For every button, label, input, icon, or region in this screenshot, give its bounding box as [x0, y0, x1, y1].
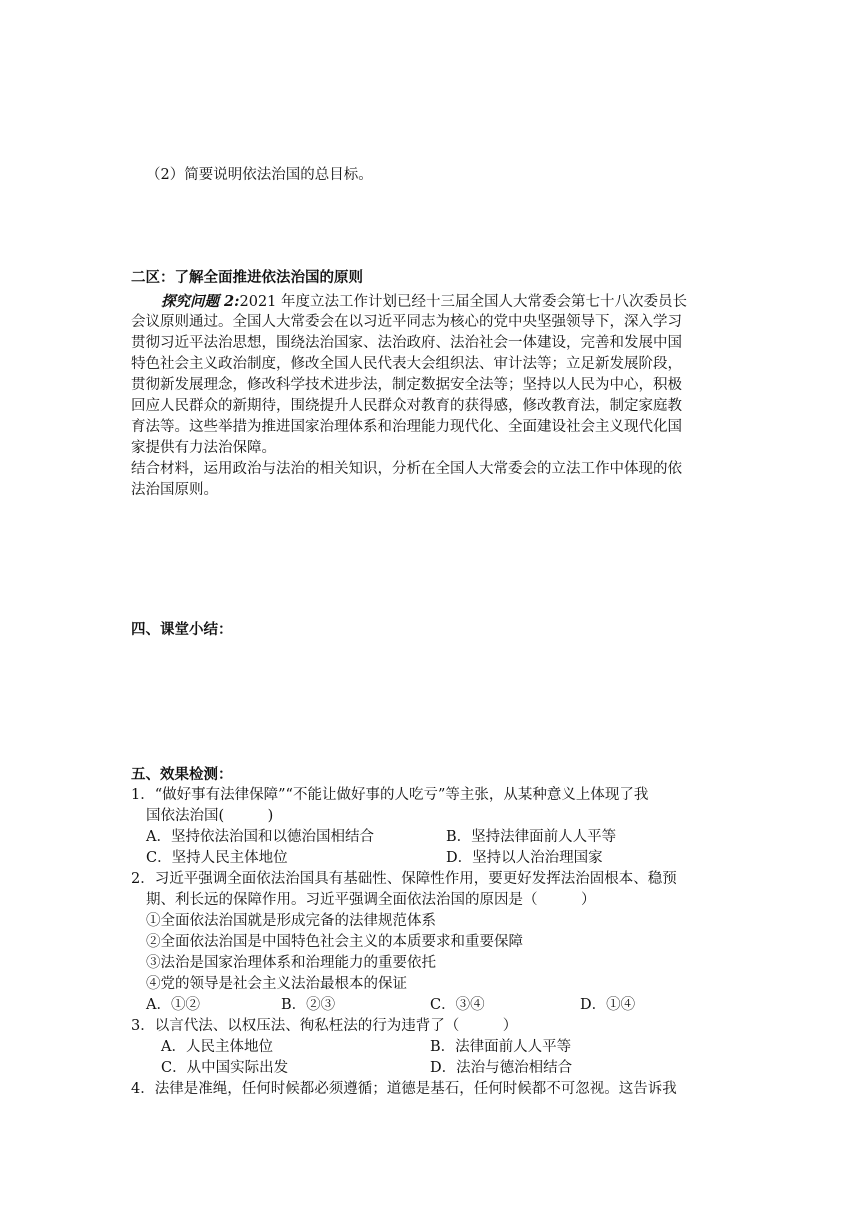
option-b: B．坚持法律面前人人平等 [446, 829, 617, 845]
question-2-stem: 2．习近平强调全面依法治国具有基础性、保障性作用，要更好发挥法治固根本、稳预 [131, 871, 677, 887]
option-d: D．法治与德治相结合 [430, 1060, 573, 1076]
option-d: D．坚持以人治治理国家 [446, 850, 603, 866]
option-b: B．②③ [281, 997, 336, 1013]
paragraph-line: 家提供有力法治保障。 [131, 440, 276, 456]
paragraph-line: 贯彻习近平法治思想，围绕法治国家、法治政府、法治社会一体建设，完善和发展中国 [131, 335, 682, 351]
option-c: C．从中国实际出发 [161, 1060, 289, 1076]
option-a: A．①② [146, 997, 200, 1013]
question-1-stem-cont: 国依法治国( ) [146, 808, 274, 824]
paragraph-line: 贯彻新发展理念，修改科学技术进步法，制定数据安全法等；坚持以人民为中心，积极 [131, 377, 682, 393]
option-a: A．坚持依法治国和以德治国相结合 [146, 829, 374, 845]
statement-3: ③法治是国家治理体系和治理能力的重要依托 [146, 955, 436, 971]
statement-1: ①全面依法治国就是形成完备的法律规范体系 [146, 913, 436, 929]
question-2-stem-cont: 期、利长远的保障作用。习近平强调全面依法治国的原因是（ ） [146, 892, 596, 908]
section-4-heading: 四、课堂小结： [131, 622, 233, 638]
option-c: C．③④ [430, 997, 485, 1013]
section-5-heading: 五、效果检测： [131, 767, 233, 783]
task-line: 结合材料，运用政治与法治的相关知识，分析在全国人大常委会的立法工作中体现的依 [131, 461, 682, 477]
statement-4: ④党的领导是社会主义法治最根本的保证 [146, 976, 407, 992]
question-label: 探究问题 2: [161, 293, 240, 310]
question-4-stem: 4．法律是准绳，任何时候都必须遵循；道德是基石，任何时候都不可忽视。这告诉我 [131, 1081, 677, 1097]
question-part-2: （2）简要说明依法治国的总目标。 [146, 167, 373, 183]
paragraph-line: 回应人民群众的新期待，围绕提升人民群众对教育的获得感，修改教育法，制定家庭教 [131, 398, 682, 414]
statement-2: ②全面依法治国是中国特色社会主义的本质要求和重要保障 [146, 934, 523, 950]
option-d: D．①④ [580, 997, 636, 1013]
paragraph-line: 2021 年度立法工作计划已经十三届全国人大常委会第七十八次委员长 [239, 294, 688, 310]
paragraph-line: 特色社会主义政治制度，修改全国人民代表大会组织法、审计法等；立足新发展阶段， [131, 356, 682, 372]
paragraph-line: 会议原则通过。全国人大常委会在以习近平同志为核心的党中央坚强领导下，深入学习 [131, 314, 682, 330]
paragraph-line: 育法等。这些举措为推进国家治理体系和治理能力现代化、全面建设社会主义现代化国 [131, 419, 682, 435]
task-line: 法治国原则。 [131, 482, 218, 498]
question-1-stem: 1．“做好事有法律保障”“不能让做好事的人吃亏”等主张，从某种意义上体现了我 [131, 787, 649, 803]
option-c: C．坚持人民主体地位 [146, 850, 288, 866]
question-3-stem: 3．以言代法、以权压法、徇私枉法的行为违背了（ ） [131, 1018, 518, 1034]
option-a: A．人民主体地位 [161, 1039, 273, 1055]
option-b: B．法律面前人人平等 [430, 1039, 572, 1055]
section-2-heading: 二区：了解全面推进依法治国的原则 [131, 270, 363, 286]
